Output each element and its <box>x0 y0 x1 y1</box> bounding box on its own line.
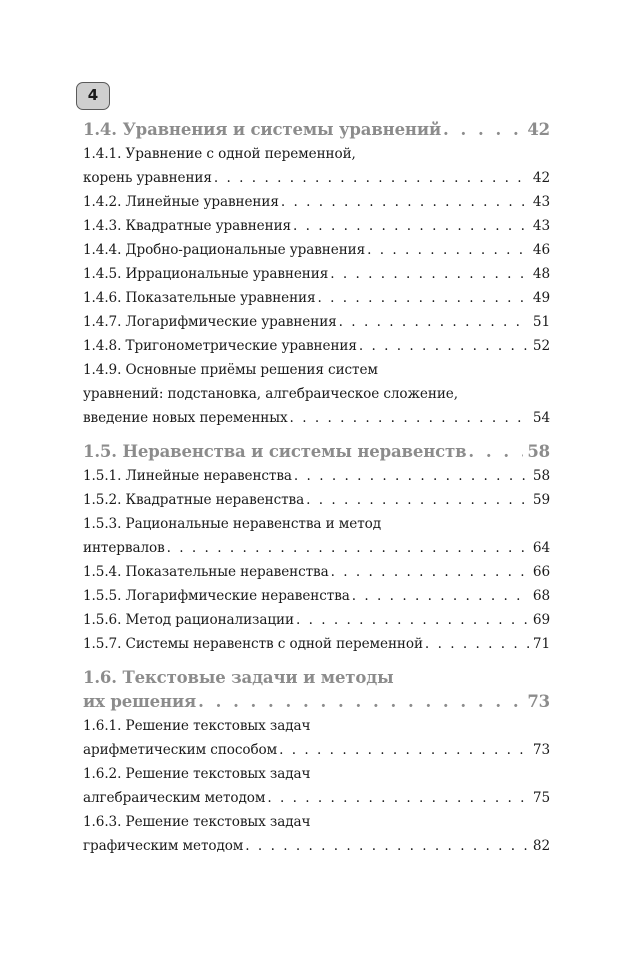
entry-title-line: графическим методом <box>83 838 244 854</box>
toc-entry[interactable] <box>83 238 550 262</box>
entry-title-line: 1.4.9. Основные приёмы решения систем <box>83 362 378 378</box>
entry-title-line: 1.4.3. Квадратные уравнения <box>83 218 292 234</box>
dot-leader <box>331 560 529 584</box>
entry-page-number: 75 <box>532 790 550 806</box>
table-of-contents <box>83 118 550 858</box>
section-page-number: 58 <box>527 442 550 461</box>
toc-entry[interactable] <box>83 488 550 512</box>
toc-entry[interactable] <box>83 142 550 190</box>
entry-title-line: введение новых переменных <box>83 410 288 426</box>
dot-leader <box>267 786 529 810</box>
entry-page-number: 68 <box>532 588 550 604</box>
entry-title-line: 1.4.7. Логарифмические уравнения <box>83 314 337 330</box>
dot-leader <box>339 310 529 334</box>
toc-entry[interactable] <box>83 286 550 310</box>
section-page-number: 42 <box>527 120 550 139</box>
entry-title-line: 1.5.4. Показательные неравенства <box>83 564 329 580</box>
toc-section-1-6 <box>83 666 550 858</box>
entry-title-line: 1.5.6. Метод рационализации <box>83 612 294 628</box>
entry-page-number: 82 <box>532 838 550 854</box>
section-heading[interactable] <box>83 118 550 142</box>
dot-leader <box>318 286 529 310</box>
toc-entry[interactable] <box>83 560 550 584</box>
entry-page-number: 58 <box>532 468 550 484</box>
entry-page-number: 64 <box>532 540 550 556</box>
entry-page-number: 43 <box>532 218 550 234</box>
entry-title-line: 1.5.7. Системы неравенств с одной переменной <box>83 636 423 652</box>
toc-entry[interactable] <box>83 334 550 358</box>
toc-entry[interactable] <box>83 762 550 810</box>
toc-entry[interactable] <box>83 190 550 214</box>
dot-leader <box>198 690 523 714</box>
dot-leader <box>443 118 523 142</box>
entry-page-number: 69 <box>532 612 550 628</box>
toc-entry[interactable] <box>83 214 550 238</box>
entry-page-number: 48 <box>532 266 550 282</box>
dot-leader <box>293 214 529 238</box>
toc-entry[interactable] <box>83 810 550 858</box>
toc-entry[interactable] <box>83 632 550 656</box>
entry-title-line: 1.6.2. Решение текстовых задач <box>83 766 311 782</box>
entry-title-line: 1.5.3. Рациональные неравенства и метод <box>83 516 381 532</box>
entry-page-number: 59 <box>532 492 550 508</box>
dot-leader <box>359 334 529 358</box>
section-title: 1.6. Текстовые задачи и методы <box>83 668 394 687</box>
entry-title-line: 1.4.8. Тригонометрические уравнения <box>83 338 357 354</box>
entry-page-number: 73 <box>532 742 550 758</box>
entry-page-number: 54 <box>532 410 550 426</box>
toc-section-1-4 <box>83 118 550 430</box>
dot-leader <box>425 632 529 656</box>
section-heading[interactable] <box>83 666 550 714</box>
dot-leader <box>296 608 529 632</box>
toc-entry[interactable] <box>83 310 550 334</box>
entry-page-number: 51 <box>532 314 550 330</box>
page-number-badge: 4 <box>76 82 110 110</box>
entry-page-number: 52 <box>532 338 550 354</box>
entry-title-line: корень уравнения <box>83 170 212 186</box>
dot-leader <box>245 834 529 858</box>
dot-leader <box>290 406 529 430</box>
section-title: 1.5. Неравенства и системы неравенств <box>83 442 467 461</box>
entry-title-line: арифметическим способом <box>83 742 278 758</box>
entry-title-line: уравнений: подстановка, алгебраическое сложение, <box>83 386 458 402</box>
entry-page-number: 43 <box>532 194 550 210</box>
entry-title-line: 1.4.6. Показательные уравнения <box>83 290 316 306</box>
entry-title-line: интервалов <box>83 540 165 556</box>
section-title: их решения <box>83 692 197 711</box>
toc-entry[interactable] <box>83 608 550 632</box>
entry-title-line: 1.4.1. Уравнение с одной переменной, <box>83 146 356 162</box>
toc-entry[interactable] <box>83 714 550 762</box>
entry-title-line: 1.6.1. Решение текстовых задач <box>83 718 311 734</box>
entry-page-number: 66 <box>532 564 550 580</box>
toc-entry[interactable] <box>83 358 550 430</box>
entry-title-line: 1.6.3. Решение текстовых задач <box>83 814 311 830</box>
dot-leader <box>167 536 529 560</box>
toc-entry[interactable] <box>83 584 550 608</box>
entry-title-line: 1.4.2. Линейные уравнения <box>83 194 279 210</box>
dot-leader <box>306 488 529 512</box>
section-title: 1.4. Уравнения и системы уравнений <box>83 120 442 139</box>
entry-page-number: 71 <box>532 636 550 652</box>
dot-leader <box>468 440 523 464</box>
toc-section-1-5 <box>83 440 550 656</box>
section-page-number: 73 <box>527 692 550 711</box>
toc-entry[interactable] <box>83 512 550 560</box>
entry-title-line: 1.4.5. Иррациональные уравнения <box>83 266 329 282</box>
dot-leader <box>214 166 529 190</box>
dot-leader <box>279 738 529 762</box>
entry-title-line: алгебраическим методом <box>83 790 266 806</box>
entry-title-line: 1.5.2. Квадратные неравенства <box>83 492 305 508</box>
dot-leader <box>367 238 529 262</box>
dot-leader <box>352 584 529 608</box>
entry-title-line: 1.5.5. Логарифмические неравенства <box>83 588 350 604</box>
entry-page-number: 46 <box>532 242 550 258</box>
toc-entry[interactable] <box>83 262 550 286</box>
entry-title-line: 1.5.1. Линейные неравенства <box>83 468 292 484</box>
entry-page-number: 42 <box>532 170 550 186</box>
dot-leader <box>281 190 529 214</box>
section-heading[interactable] <box>83 440 550 464</box>
entry-title-line: 1.4.4. Дробно-рациональные уравнения <box>83 242 366 258</box>
toc-entry[interactable] <box>83 464 550 488</box>
dot-leader <box>330 262 529 286</box>
dot-leader <box>294 464 529 488</box>
entry-page-number: 49 <box>532 290 550 306</box>
